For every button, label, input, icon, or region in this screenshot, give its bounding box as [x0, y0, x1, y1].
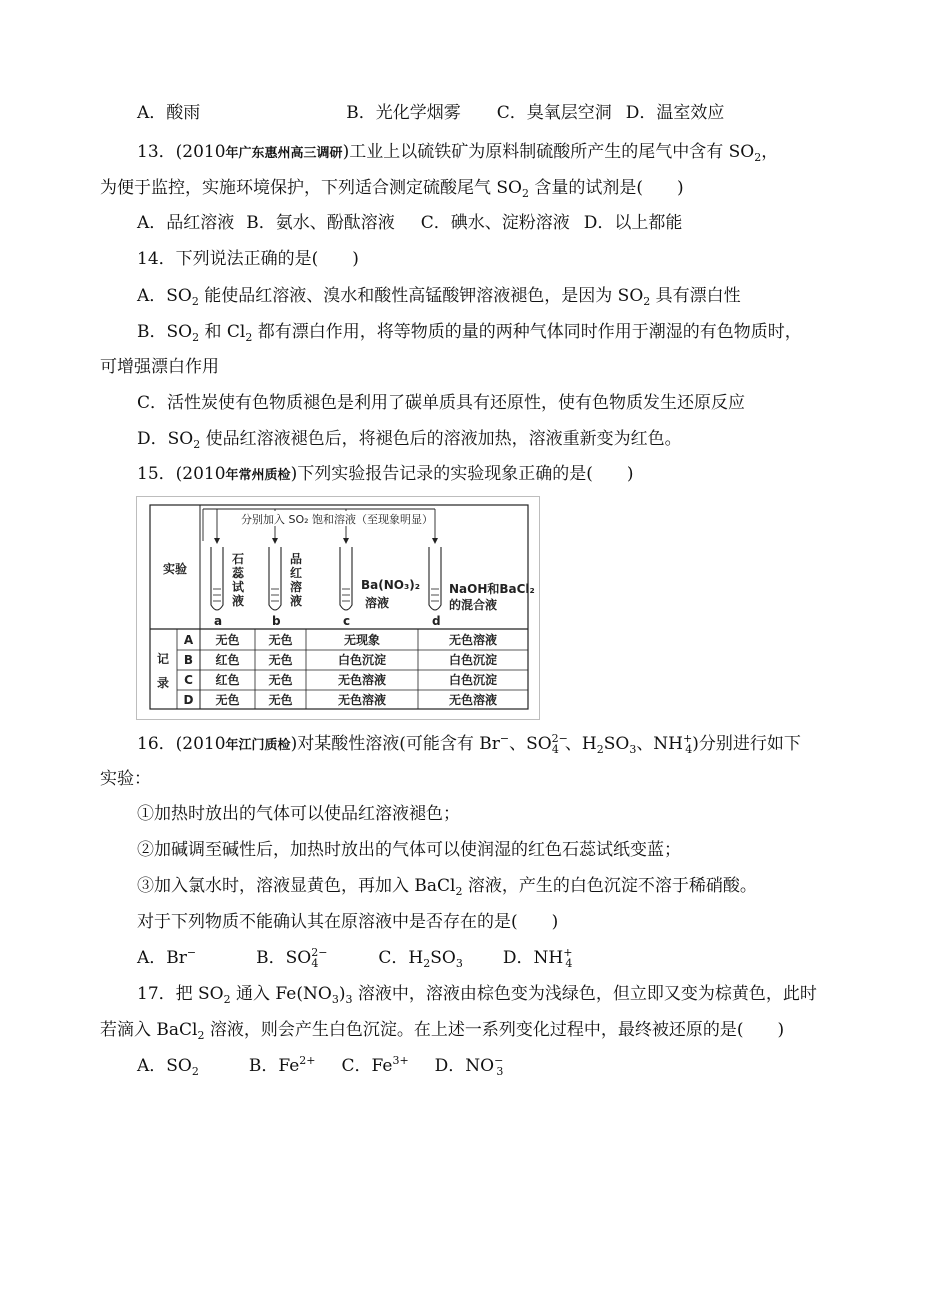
- q16-question: 对于下列物质不能确认其在原溶液中是否存在的是( ): [137, 912, 559, 932]
- q16-option-a: A．Br−: [137, 946, 197, 968]
- svg-text:试: 试: [232, 580, 245, 594]
- tube-b-label: [290, 552, 302, 608]
- record-cell-B-a: 红色: [215, 653, 240, 667]
- label-experiment: 实验: [163, 562, 188, 576]
- q13-source: 年广东惠州高三调研: [225, 146, 343, 161]
- q16-stem-line1: 16．(2010年江门质检)对某酸性溶液(可能含有 Br−、$SO^{2-}_4$ 、$H_2SO_3$、$NH^+_4$)分别进行如下: [137, 732, 801, 756]
- svg-text:蕊: 蕊: [232, 566, 245, 580]
- record-cell-D-a: 无色: [215, 693, 240, 707]
- tube-a-label: [232, 551, 245, 608]
- q17-option-a: A．$SO_2$: [137, 1056, 199, 1078]
- q16-option-c: C．$H_2SO_3$: [378, 948, 463, 970]
- q16-options: [137, 946, 572, 970]
- record-cell-C-b: 无色: [268, 673, 293, 687]
- record-cell-A-b: 无色: [268, 633, 293, 647]
- tube-c-label-1: Ba(NO₃)₂: [361, 578, 420, 592]
- q16-option-d: D．$NH^+_4$: [502, 946, 573, 970]
- svg-text:红: 红: [290, 566, 303, 580]
- record-cell-C-c: 无色溶液: [337, 673, 387, 687]
- record-rows: [184, 632, 497, 707]
- q16-statement-1: ①加热时放出的气体可以使品红溶液褪色；: [137, 804, 460, 824]
- tube-d-label-1: NaOH和BaCl₂: [449, 582, 535, 596]
- q14-stem: 14．下列说法正确的是( ): [137, 249, 359, 269]
- experiment-table-svg: [137, 497, 539, 719]
- q17-option-d: D．$NO^-_3$: [434, 1054, 504, 1078]
- label-record-2: 录: [157, 676, 170, 690]
- q14-option-c: C．活性炭使有色物质褪色是利用了碳单质具有还原性，使有色物质发生还原反应: [137, 393, 746, 413]
- tube-letter-c: c: [343, 614, 351, 628]
- tube-d-label-2: 的混合液: [449, 598, 498, 612]
- q12-options: [137, 101, 724, 125]
- record-cell-B-b: 无色: [268, 653, 293, 667]
- experiment-figure: [136, 496, 540, 720]
- q13-option-d: D．以上都能: [583, 213, 683, 233]
- q12-option-a: A．酸雨: [137, 103, 201, 123]
- record-cell-C-d: 白色沉淀: [448, 673, 498, 687]
- record-cell-B-opt: B: [183, 653, 194, 667]
- q13-stem-line1: 13．(2010年广东惠州高三调研)工业上以硫铁矿为原料制硫酸所产生的尾气中含有 $SO_2$，: [137, 142, 779, 164]
- q16-statement-2: ②加碱调至碱性后，加热时放出的气体可以使润湿的红色石蕊试纸变蓝；: [137, 840, 681, 860]
- record-cell-A-opt: A: [183, 633, 194, 647]
- test-tube-b: [269, 547, 281, 610]
- q15-source: 年常州质检: [225, 468, 291, 483]
- q12-option-b: B．光化学烟雾: [346, 103, 461, 123]
- q13-option-c: C．碘水、淀粉溶液: [420, 213, 570, 233]
- q14-option-d: D．$SO_2$ 使品红溶液褪色后，将褪色后的溶液加热，溶液重新变为红色。: [137, 429, 682, 451]
- tube-letter-b: b: [272, 614, 281, 628]
- record-cell-C-opt: C: [184, 673, 193, 687]
- q12-option-d: D．温室效应: [625, 103, 725, 123]
- record-cell-A-a: 无色: [215, 633, 240, 647]
- q13-stem-line2: 为便于监控，实施环境保护，下列适合测定硫酸尾气 $SO_2$ 含量的试剂是( ): [100, 178, 684, 200]
- q16-source: 年江门质检: [225, 738, 291, 753]
- svg-text:品: 品: [290, 552, 303, 566]
- q13-option-a: A．品红溶液: [137, 213, 235, 233]
- q17-option-b: B．$Fe^{2+}$: [248, 1054, 316, 1076]
- q15-stem: 15．(2010年常州质检)下列实验报告记录的实验现象正确的是( ): [137, 464, 634, 484]
- svg-text:液: 液: [232, 594, 245, 608]
- q13-options: [137, 211, 682, 235]
- test-tube-d: [429, 547, 441, 610]
- q14-option-b: B．$SO_2$ 和 $Cl_2$ 都有漂白作用，将等物质的量的两种气体同时作用于潮湿的有色物质时，: [137, 322, 802, 344]
- q14-option-a: A．$SO_2$ 能使品红溶液、溴水和酸性高锰酸钾溶液褪色，是因为 $SO_2$ 具有漂白性: [137, 286, 741, 308]
- figure-header: 分别加入 SO₂ 饱和溶液（至现象明显）: [241, 513, 434, 526]
- q16-option-b: B．$SO^{2-}_4$: [256, 946, 328, 970]
- tube-letter-a: a: [214, 614, 223, 628]
- test-tube-a: [211, 547, 223, 610]
- record-cell-D-c: 无色溶液: [337, 693, 387, 707]
- record-cell-B-d: 白色沉淀: [448, 653, 498, 667]
- svg-text:石: 石: [232, 552, 245, 566]
- q13-option-b: B．氨水、酚酞溶液: [246, 213, 395, 233]
- q17-options: [137, 1054, 503, 1078]
- record-cell-B-c: 白色沉淀: [337, 653, 387, 667]
- record-cell-D-opt: D: [183, 693, 194, 707]
- svg-text:液: 液: [290, 594, 303, 608]
- record-cell-D-d: 无色溶液: [448, 693, 498, 707]
- record-cell-C-a: 红色: [215, 673, 240, 687]
- q12-option-c: C．臭氧层空洞: [496, 103, 612, 123]
- q16-stem-line2: 实验：: [100, 769, 151, 789]
- tube-c-label-2: 溶液: [365, 596, 390, 610]
- label-record-1: 记: [157, 652, 170, 666]
- record-cell-A-d: 无色溶液: [448, 633, 498, 647]
- q17-stem-line1: 17．把 $SO_2$ 通入 $Fe(NO_3)_3$ 溶液中，溶液由棕色变为浅绿色，但立即又变为棕黄色，此时: [137, 984, 817, 1006]
- q17-stem-line2: 若滴入 BaCl$_2$ 溶液，则会产生白色沉淀。在上述一系列变化过程中，最终被还原的是( ): [100, 1020, 785, 1042]
- record-cell-D-b: 无色: [268, 693, 293, 707]
- svg-text:溶: 溶: [290, 580, 303, 594]
- q17-option-c: C．$Fe^{3+}$: [341, 1054, 409, 1076]
- tube-letter-d: d: [432, 614, 441, 628]
- record-cell-A-c: 无现象: [343, 633, 381, 647]
- test-tube-c: [340, 547, 352, 610]
- q16-statement-3: ③加入氯水时，溶液显黄色，再加入 BaCl$_2$ 溶液，产生的白色沉淀不溶于稀硝酸。: [137, 876, 757, 898]
- q14-option-b-cont: 可增强漂白作用: [100, 357, 219, 377]
